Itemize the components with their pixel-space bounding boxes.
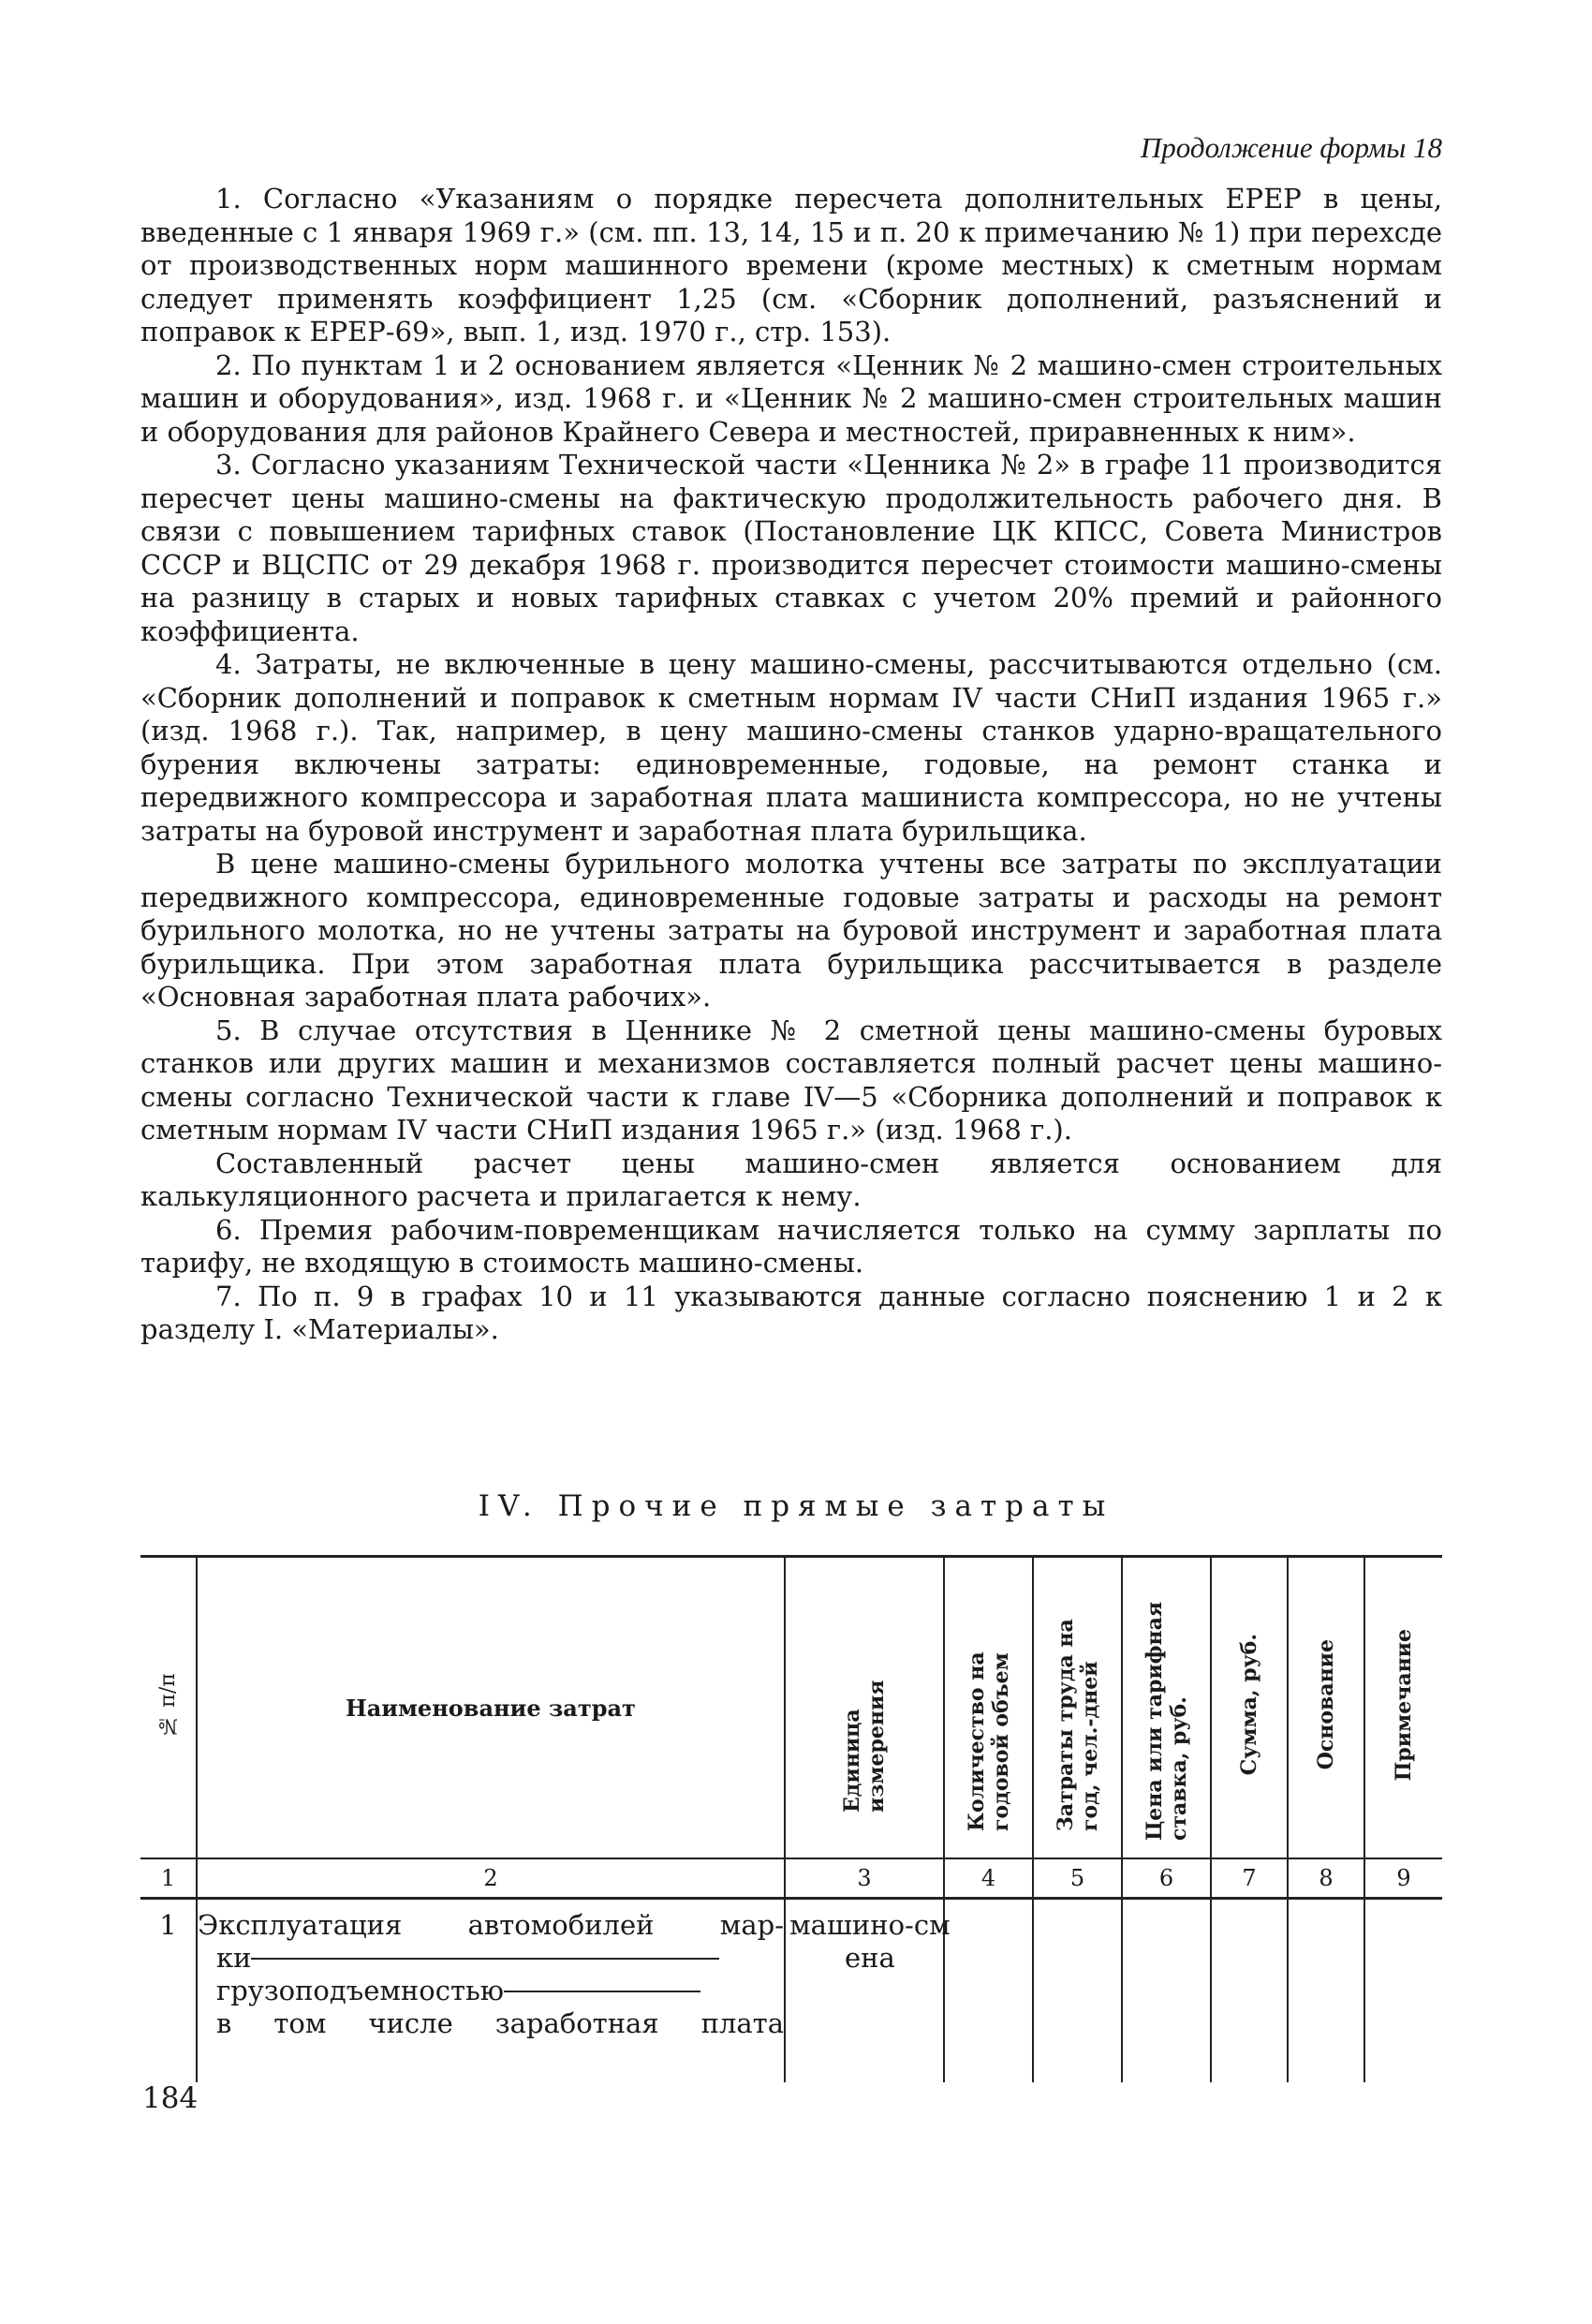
paragraph-5-continuation: Составленный расчет цены машино-смен является основанием для калькуляционного расчета и прилагается к нему. (140, 1147, 1442, 1212)
cost-name-line: Эксплуатация автомобилей мар- (198, 1909, 784, 1941)
other-direct-costs-table (140, 1555, 1442, 2082)
column-number: 8 (1288, 1858, 1364, 1899)
header-price: Цена или тарифная ставка, руб. (1122, 1557, 1211, 1859)
cost-name-line: в том числе заработная плата (216, 2007, 784, 2039)
paragraph-3: 3. Согласно указаниям Технической части «Ценника № 2» в графе 11 производится пересчет цены машино-смены на фактическую продолжительность рабочего дня. В связи с повышением тарифных ставок (Постановление ЦК КПСС, Совета Министров СССР и ВЦСПС от 29 декабря 1968 г. производится пересчет стоимости машино-смены на разницу в старых и новых тарифных ставках с учетом 20% премий и районного коэффициента. (140, 449, 1442, 647)
header-unit: Единица измерения (785, 1557, 944, 1859)
cost-name-fragment: грузоподъемностью (216, 1975, 505, 2006)
header-labor: Затраты труда на год, чел.-дней (1033, 1557, 1122, 1859)
table-header-row (140, 1557, 1442, 1859)
column-number: 5 (1033, 1858, 1122, 1899)
page-number: 184 (142, 2081, 199, 2115)
paragraph-2: 2. По пунктам 1 и 2 основанием является «Ценник № 2 машино-смен строительных машин и оборудования», изд. 1968 г. и «Ценник № 2 машино-смен строительных машин и оборудования для районов Крайнего Севера и местностей, приравненных к ним». (140, 348, 1442, 448)
cost-name-line-with-blank (198, 1975, 784, 2007)
header-sum: Сумма, руб. (1211, 1557, 1288, 1859)
column-number: 2 (197, 1858, 785, 1899)
empty-cell (1211, 1899, 1288, 2083)
empty-cell (1364, 1899, 1442, 2083)
header-qty: Количество на годовой объем (944, 1557, 1033, 1859)
empty-cell (1288, 1899, 1364, 2083)
column-number: 9 (1364, 1858, 1442, 1899)
paragraph-4-continuation: В цене машино-смены бурильного молотка учтены все затраты по эксплуатации передвижного компрессора, единовременные годовые затраты и расходы на ремонт бурильного молотка, но не учтены затраты на буровой инструмент и заработная плата бурильщика. При этом заработная плата бурильщика рассчитывается в разделе «Основная заработная плата рабочих». (140, 848, 1442, 1013)
header-name: Наименование затрат (197, 1557, 785, 1859)
column-number: 7 (1211, 1858, 1288, 1899)
cost-name-fragment: ки (216, 1942, 252, 1974)
unit-value: машино-смена (789, 1909, 951, 1974)
column-number: 3 (785, 1858, 944, 1899)
empty-cell (1122, 1899, 1211, 2083)
header-note: Примечание (1364, 1557, 1442, 1859)
column-number-row (140, 1858, 1442, 1899)
column-number: 4 (944, 1858, 1033, 1899)
table-row (140, 1899, 1442, 2083)
blank-fill-line (504, 1991, 700, 1992)
empty-cell (944, 1899, 1033, 2083)
column-number: 6 (1122, 1858, 1211, 1899)
cost-name-line-with-blank (198, 1942, 784, 1975)
section-title: IV. Прочие прямые затраты (478, 1489, 1114, 1523)
body-text (140, 183, 1442, 1347)
paragraph-7: 7. По п. 9 в графах 10 и 11 указываются данные согласно пояснению 1 и 2 к разделу I. «Материалы». (140, 1280, 1442, 1345)
unit-cell (785, 1899, 951, 2083)
row-number: 1 (140, 1899, 197, 2083)
form-continuation-header: Продолжение формы 18 (1140, 131, 1442, 164)
paragraph-4: 4. Затраты, не включенные в цену машино-смены, рассчитываются отдельно (см. «Сборник дополнений и поправок к сметным нормам IV части СНиП издания 1965 г.» (изд. 1968 г.). Так, например, в цену машино-смены станков ударно-вращательного бурения включены затраты: единовременные, годовые, на ремонт станка и передвижного компрессора и заработная плата машиниста компрессора, но не учтены затраты на буровой инструмент и заработная плата бурильщика. (140, 648, 1442, 847)
cost-name-cell (197, 1899, 785, 2083)
blank-fill-line (251, 1958, 719, 1960)
header-num: № п/п (140, 1557, 197, 1859)
paragraph-5: 5. В случае отсутствия в Ценнике № 2 сметной цены машино-смены буровых станков или других машин и механизмов составляется полный расчет цены машино-смены согласно Технической части к главе IV—5 «Сборника дополнений и поправок к сметным нормам IV части СНиП издания 1965 г.» (изд. 1968 г.). (140, 1014, 1442, 1146)
paragraph-6: 6. Премия рабочим-повременщикам начисляется только на сумму зарплаты по тарифу, не входящую в стоимость машино-смены. (140, 1213, 1442, 1279)
empty-cell (1033, 1899, 1122, 2083)
header-basis: Основание (1288, 1557, 1364, 1859)
paragraph-1: 1. Согласно «Указаниям о порядке пересчета дополнительных ЕРЕР в цены, введенные с 1 января 1969 г.» (см. пп. 13, 14, 15 и п. 20 к примечанию № 1) при перехсде от производственных норм машинного времени (кроме местных) к сметным нормам следует применять коэффициент 1,25 (см. «Сборник дополнений, разъяснений и поправок к ЕРЕР-69», вып. 1, изд. 1970 г., стр. 153). (140, 183, 1442, 348)
column-number: 1 (140, 1858, 197, 1899)
